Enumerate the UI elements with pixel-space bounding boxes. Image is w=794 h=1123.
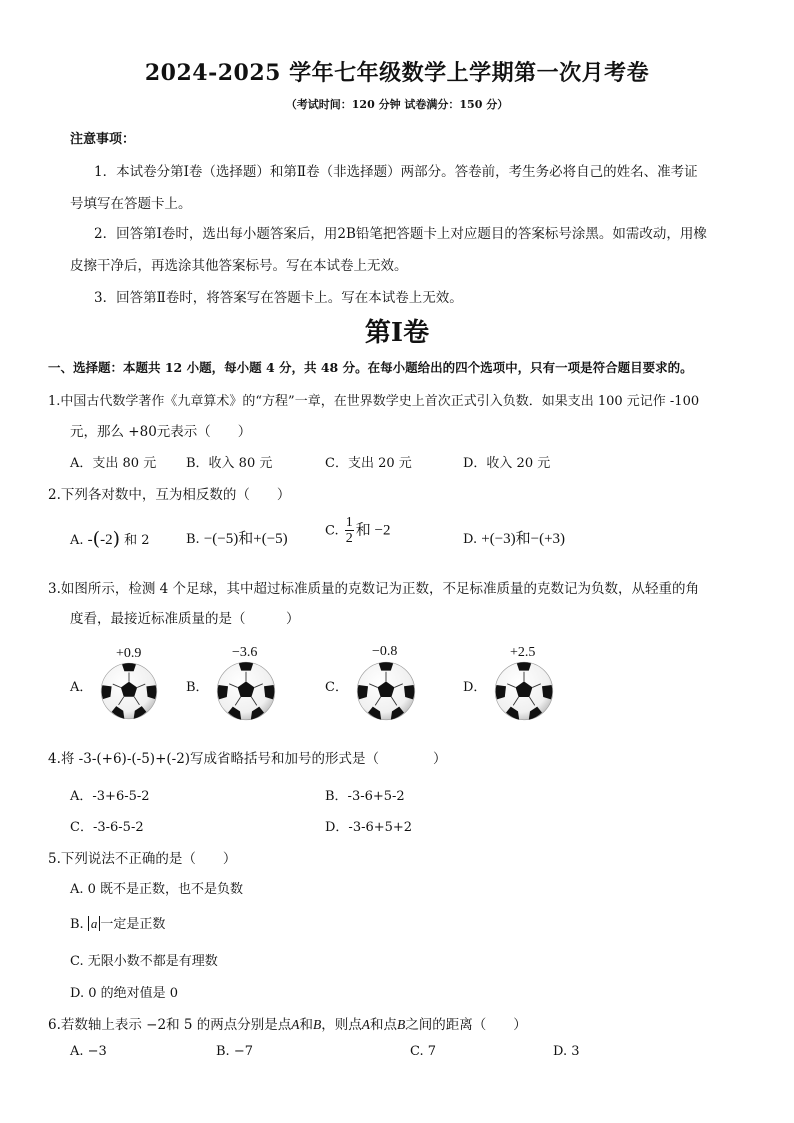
q6-point-b-2: B <box>397 1017 406 1032</box>
q6-stem-and-1: 和 <box>299 1017 313 1033</box>
q3-option-d-label: D． <box>463 680 487 695</box>
q1-stem-line-2: 元，那么 +80元表示（ ） <box>70 424 252 440</box>
q3-stem-line-1: 3.如图所示，检测 4 个足球，其中超过标准质量的克数记为正数，不足标准质量的克数记为负数，从轻重的角 <box>48 581 700 597</box>
q6-option-d: D. 3 <box>553 1044 580 1059</box>
q2-option-d <box>463 527 565 548</box>
q5-stem: 5.下列说法不正确的是（ ） <box>48 851 237 867</box>
exam-subtitle: （考试时间：120 分钟 试卷满分：150 分） <box>285 98 509 111</box>
q3-option-c-value: −0.8 <box>372 644 398 659</box>
q3-option-b-value: −3.6 <box>232 645 258 660</box>
q6-stem-end: 之间的距离（ ） <box>405 1017 527 1033</box>
q5-option-b-rest: 一定是正数 <box>100 917 166 932</box>
q6-point-b: B <box>313 1017 322 1032</box>
q5-option-a: A. 0 既不是正数，也不是负数 <box>70 882 244 897</box>
q1-option-a: A．支出 80 元 <box>70 456 157 471</box>
q6-stem-start: 6.若数轴上表示 −2和 5 的两点分别是点 <box>48 1017 292 1033</box>
q6-stem-and-2: 和点 <box>370 1017 397 1033</box>
q1-stem-line-1: 1.中国古代数学著作《九章算术》的“方程”一章，在世界数学史上首次正式引入负数．如果支出 100 元记作 -100 <box>48 394 700 409</box>
notice-item-2-line-2: 皮擦干净后，再选涂其他答案标号。写在本试卷上无效。 <box>70 258 408 274</box>
q1-option-d: D．收入 20 元 <box>463 456 551 471</box>
q6-stem-then: ，则点 <box>321 1017 362 1033</box>
soccer-ball-icon <box>494 661 554 721</box>
q3-option-c-label: C． <box>325 680 348 695</box>
q2-option-b-expr: −(−5)和+(−5) <box>203 531 288 547</box>
q5-option-d: D. 0 的绝对值是 0 <box>70 986 179 1001</box>
q6-point-a: A <box>291 1017 300 1032</box>
q6-option-b: B. −7 <box>216 1044 253 1059</box>
q6-point-a-2: A <box>361 1017 370 1032</box>
q2-option-d-expr: +(−3)和−(+3) <box>481 531 566 547</box>
q6-option-a: A. −3 <box>70 1044 107 1059</box>
part-heading: 一、选择题：本题共 12 小题，每小题 4 分，共 48 分。在每小题给出的四个选项中，只有一项是符合题目要求的。 <box>48 360 693 375</box>
notice-item-1-line-2: 号填写在答题卡上。 <box>70 196 192 212</box>
q4-stem: 4.将 -3-(+6)-(-5)+(-2)写成省略括号和加号的形式是（ ） <box>48 751 447 767</box>
q2-option-a <box>70 528 150 550</box>
q1-option-b: B．收入 80 元 <box>186 456 273 471</box>
q3-option-b-label: B． <box>186 680 209 695</box>
q2-option-a-left-paren: ( <box>92 528 101 550</box>
q2-option-a-right-paren: ) <box>112 528 121 550</box>
exam-title: 2024-2025 学年七年级数学上学期第一次月考卷 <box>144 60 650 86</box>
q5-option-b <box>70 913 165 932</box>
q1-option-c: C．支出 20 元 <box>325 456 412 471</box>
q4-option-c: C．-3-6-5-2 <box>70 820 144 835</box>
q2-option-b <box>186 527 288 548</box>
q2-option-c-label: C. <box>325 523 339 539</box>
soccer-ball-icon <box>100 662 158 720</box>
q2-option-a-label: A. <box>70 533 84 548</box>
section-title: 第Ⅰ卷 <box>364 318 430 348</box>
q2-option-c-numerator: 1 <box>345 515 353 530</box>
q2-stem: 2.下列各对数中，互为相反数的（ ） <box>48 487 291 503</box>
q4-option-d: D．-3-6+5+2 <box>325 820 413 835</box>
q6-stem <box>48 1013 527 1033</box>
q3-stem-line-2: 度看，最接近标准质量的是（ ） <box>70 611 300 627</box>
q2-option-a-sign: - <box>87 532 93 548</box>
q2-option-c <box>325 516 390 546</box>
q5-option-b-absolute-value: a <box>88 916 101 931</box>
q2-option-d-label: D. <box>463 532 478 547</box>
q2-option-a-inner: -2 <box>100 532 113 548</box>
q6-option-c: C. 7 <box>410 1044 437 1059</box>
q3-option-a-value: +0.9 <box>116 646 142 661</box>
q5-option-b-label: B. <box>70 917 84 932</box>
notice-heading: 注意事项： <box>70 132 136 147</box>
notice-item-2-line-1: 2．回答第Ⅰ卷时，选出每小题答案后，用2B铅笔把答题卡上对应题目的答案标号涂黑。如需改动，用橡 <box>94 226 707 242</box>
q5-option-c: C. 无限小数不都是有理数 <box>70 954 218 969</box>
q2-option-a-rest: 和 2 <box>124 533 150 548</box>
notice-item-3: 3．回答第Ⅱ卷时，将答案写在答题卡上。写在本试卷上无效。 <box>94 290 463 306</box>
notice-item-1-line-1: 1．本试卷分第Ⅰ卷（选择题）和第Ⅱ卷（非选择题）两部分。答卷前，考生务必将自己的姓名、准考证 <box>94 164 698 180</box>
q2-option-c-denominator: 2 <box>345 531 353 546</box>
q3-option-d-value: +2.5 <box>510 645 536 660</box>
q2-option-c-fraction <box>345 516 354 546</box>
soccer-ball-icon <box>356 661 416 721</box>
q2-option-b-label: B. <box>186 532 200 547</box>
q2-option-c-rest: 和 −2 <box>355 522 391 539</box>
q4-option-b: B．-3-6+5-2 <box>325 789 405 804</box>
q4-option-a: A．-3+6-5-2 <box>70 789 150 804</box>
soccer-ball-icon <box>216 661 276 721</box>
q3-option-a-label: A． <box>70 680 93 695</box>
